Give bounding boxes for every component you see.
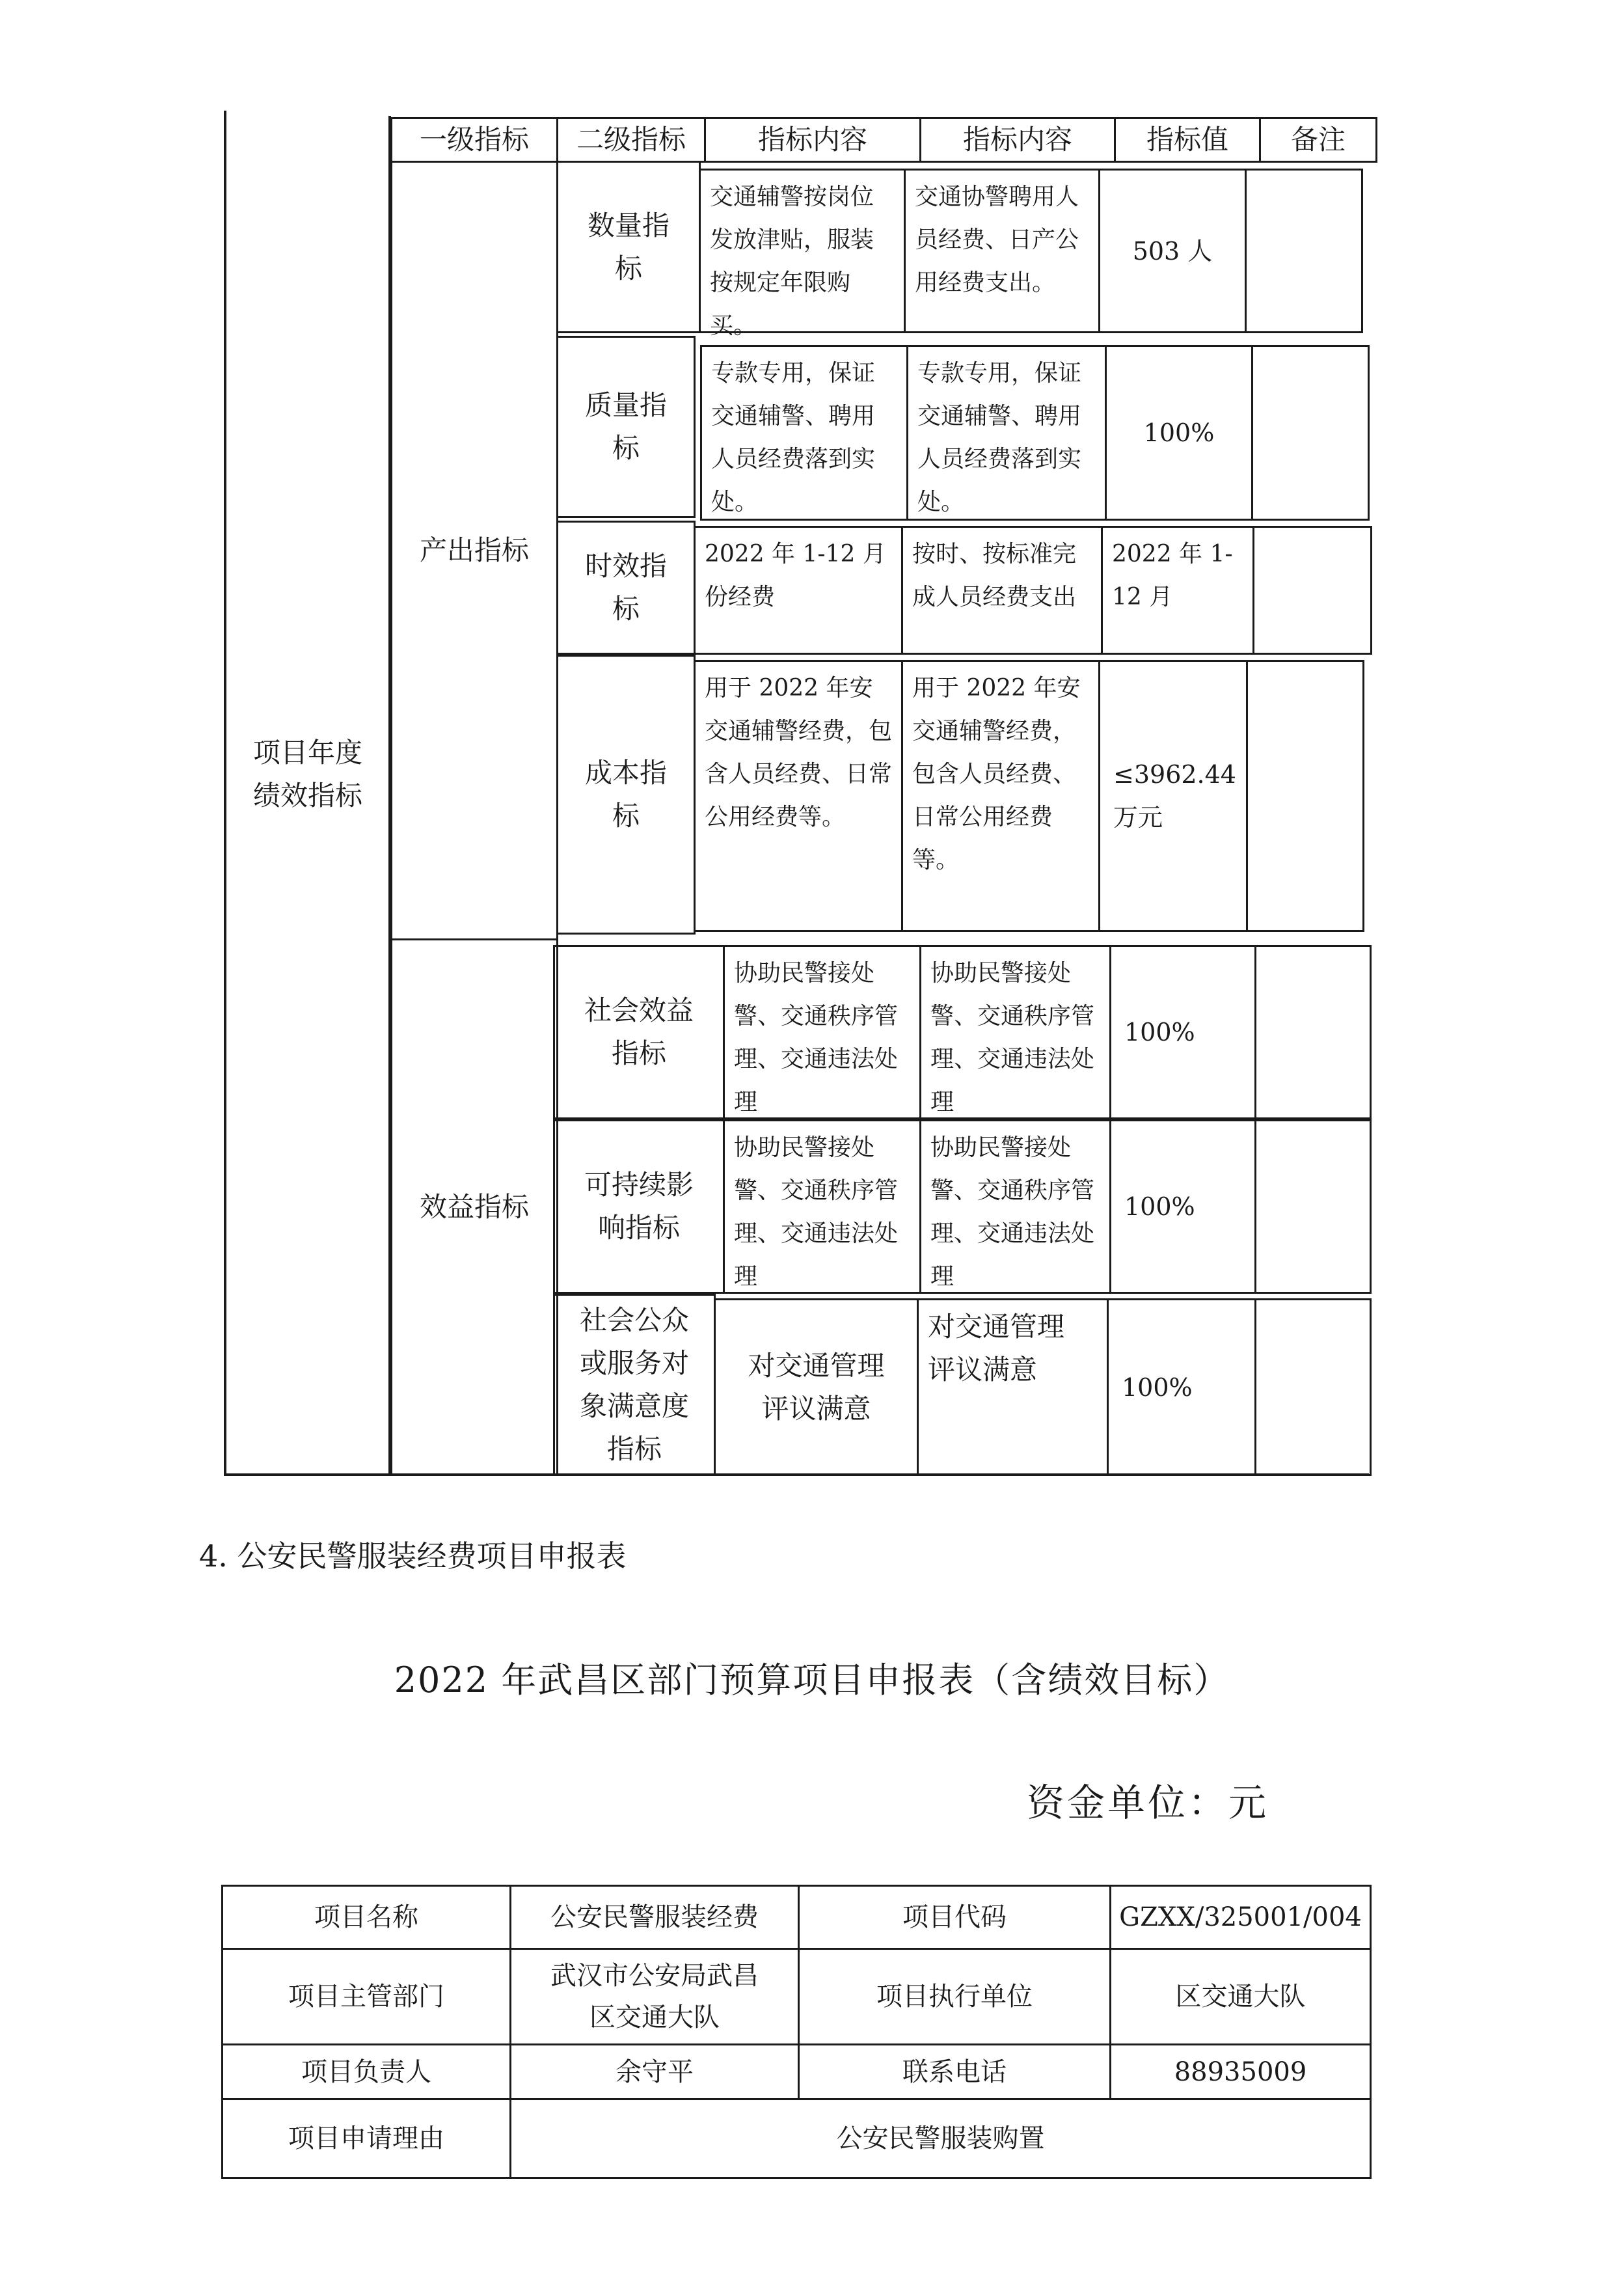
row-sustainable-content2: 协助民警接处警、交通秩序管理、交通违法处理 [919,1119,1111,1294]
row-cost-value: ≤3962.44 万元 [1098,660,1248,932]
row-quantity-note [1245,169,1363,333]
row-social-note [1254,945,1372,1119]
exec-unit-value: 区交通大队 [1109,1948,1372,2045]
level1-output: 产出指标 [390,161,558,940]
row-sustainable-note [1254,1119,1372,1294]
row-sustainable-value: 100% [1109,1119,1256,1294]
row-quality-level2: 质量指 标 [556,336,696,518]
project-code-value: GZXX/325001/004 [1109,1885,1372,1950]
row-cost-content2: 用于 2022 年安交通辅警经费，包含人员经费、日常公用经费等。 [901,660,1100,932]
phone-label: 联系电话 [798,2043,1111,2100]
outer-label: 项目年度 绩效指标 [252,737,362,812]
row-social-value: 100% [1109,945,1256,1119]
exec-unit-label: 项目执行单位 [798,1948,1111,2045]
row-satisfaction-content1: 对交通管理 评议满意 [714,1298,919,1476]
row-social-content2: 协助民警接处警、交通秩序管理、交通违法处理 [919,945,1111,1119]
row-quality-content2: 专款专用，保证交通辅警、聘用人员经费落到实处。 [906,345,1107,521]
row-social-level2: 社会效益 指标 [553,945,725,1119]
row-cost-content1: 用于 2022 年安交通辅警经费，包含人员经费、日常公用经费等。 [694,660,903,932]
header-level1: 一级指标 [390,117,558,163]
row-sustainable-content1: 协助民警接处警、交通秩序管理、交通违法处理 [723,1119,921,1294]
phone-value: 88935009 [1109,2043,1372,2100]
row-quality-content1: 专款专用，保证交通辅警、聘用人员经费落到实处。 [700,345,908,521]
dept-label: 项目主管部门 [221,1948,511,2045]
row-quality-value: 100% [1105,345,1253,521]
row-satisfaction-level2: 社会公众 或服务对 象满意度 指标 [553,1294,716,1476]
row-timeliness-content2: 按时、按标准完成人员经费支出 [901,526,1103,655]
project-code-label: 项目代码 [798,1885,1111,1950]
row-timeliness-content1: 2022 年 1-12 月份经费 [694,526,903,655]
reason-value: 公安民警服装购置 [509,2098,1372,2179]
row-satisfaction-content2: 对交通管理 评议满意 [917,1298,1109,1476]
row-timeliness-value: 2022 年 1-12 月 [1101,526,1254,655]
row-quantity-content1: 交通辅警按岗位发放津贴，服装按规定年限购买。 [699,169,906,333]
header-content-2: 指标内容 [919,117,1116,163]
row-timeliness-note [1252,526,1372,655]
reason-label: 项目申请理由 [221,2098,511,2179]
owner-value: 余守平 [509,2043,800,2100]
project-name-value: 公安民警服装经费 [509,1885,800,1950]
form-title: 2022 年武昌区部门预算项目申报表（含绩效目标） [394,1660,1230,1701]
row-quantity-value: 503 人 [1098,169,1247,333]
project-name-label: 项目名称 [221,1885,511,1950]
row-satisfaction-value: 100% [1107,1298,1256,1476]
dept-value: 武汉市公安局武昌 区交通大队 [509,1948,800,2045]
header-note: 备注 [1259,117,1377,163]
section-heading: 4. 公安民警服装经费项目申报表 [199,1538,627,1574]
level1-benefit: 效益指标 [390,938,558,1476]
row-quantity-content2: 交通协警聘用人员经费、日产公用经费支出。 [904,169,1100,333]
row-sustainable-level2: 可持续影 响指标 [553,1119,725,1294]
row-quantity-level2: 数量指 标 [556,161,701,333]
row-satisfaction-note [1254,1298,1372,1476]
row-social-content1: 协助民警接处警、交通秩序管理、交通违法处理 [723,945,921,1119]
fund-unit: 资金单位：元 [1026,1781,1269,1825]
row-cost-level2: 成本指 标 [556,655,696,935]
row-quality-note [1251,345,1370,521]
header-value: 指标值 [1114,117,1261,163]
header-level2: 二级指标 [556,117,706,163]
owner-label: 项目负责人 [221,2043,511,2100]
row-cost-note [1246,660,1364,932]
row-timeliness-level2: 时效指 标 [556,521,696,655]
header-content-1: 指标内容 [704,117,921,163]
